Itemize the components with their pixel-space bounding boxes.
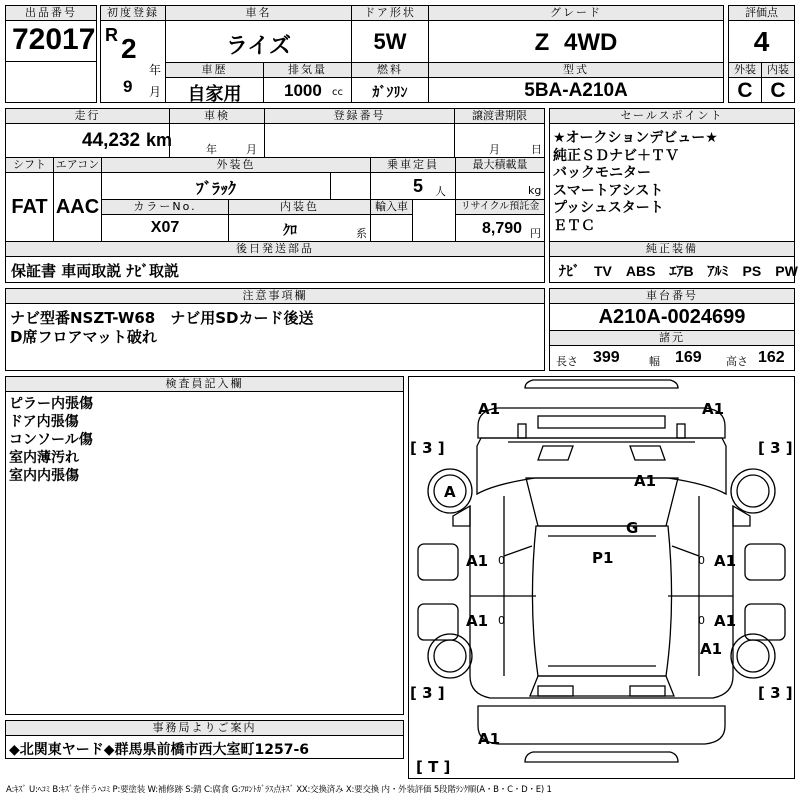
inspector-cell — [5, 391, 404, 715]
tire-mark-left-rear: 0 — [498, 614, 505, 627]
overall-score: 4 — [753, 26, 770, 57]
height: 162 — [758, 349, 785, 366]
shift-header: シフト — [5, 157, 54, 173]
score-header: 評価点 — [728, 5, 795, 21]
mileage-cell — [5, 123, 173, 158]
sales-point-6: ＥＴＣ — [553, 217, 595, 234]
max-load-header: 最大積載量 — [455, 157, 545, 173]
first-registration-header: 初度登録 — [100, 5, 166, 21]
mark-right-front-door: A1 — [714, 552, 737, 570]
transfer-day-unit: 日 — [531, 143, 542, 156]
displacement-cell — [263, 77, 352, 103]
chassis-number: A210A-0024699 — [598, 306, 746, 328]
exterior-cell — [728, 77, 762, 103]
recycle-fee: 8,790 — [482, 220, 523, 237]
interior-header: 内装 — [761, 62, 795, 78]
recycle-fee-unit: 円 — [530, 227, 541, 240]
mark-front-left-corner: A1 — [478, 400, 501, 418]
interior-color: ｸﾛ — [283, 223, 297, 239]
max-load-unit: kg — [528, 184, 542, 197]
sales-point-5: プッシュスタート — [553, 200, 664, 216]
tire-mark-right-front: 0 — [698, 554, 705, 567]
mark-front-right-tire: [ 3 ] — [758, 439, 793, 457]
reg-month: 9 — [123, 77, 133, 96]
capacity-header: 乗車定員 — [370, 157, 456, 173]
aircon-cell — [53, 172, 102, 242]
chassis-number-header: 車台番号 — [549, 288, 795, 304]
transfer-deadline-header: 譲渡書期限 — [454, 108, 545, 124]
transfer-deadline-cell — [454, 123, 545, 158]
length-label: 長さ — [556, 355, 578, 368]
interior-color-unit: 系 — [356, 227, 367, 240]
reg-year: 2 — [121, 33, 137, 64]
import-cell — [370, 214, 413, 242]
color-number-header: カラーNo. — [101, 199, 229, 215]
notes-header: 注意事項欄 — [5, 288, 545, 304]
sales-point-1: ★オークションデビュー★ — [553, 130, 718, 146]
sales-point-2: 純正ＳＤナビ＋ＴＶ — [553, 147, 679, 164]
length: 399 — [593, 349, 620, 366]
model-cell — [165, 20, 352, 63]
shift-cell — [5, 172, 54, 242]
aircon: AAC — [55, 196, 100, 218]
office-text: ◆北関東ヤード◆群馬県前橋市西大室町1257-6 — [9, 742, 310, 758]
office-header: 事務局よりご案内 — [5, 720, 404, 736]
grade: Z 4WD — [534, 29, 618, 56]
mileage: 44,232 — [82, 130, 141, 151]
recycle-fee-header: リサイクル預託金 — [455, 199, 545, 215]
capacity-cell — [370, 172, 456, 200]
mark-front-left-wheel: A — [444, 483, 456, 501]
width: 169 — [675, 349, 702, 366]
later-shipping-items: 保証書 車両取説 ﾅﾋﾞ取説 — [11, 262, 179, 280]
import-extra-cell — [412, 199, 456, 242]
displacement: 1000 — [284, 81, 322, 100]
sales-points-header: セールスポイント — [549, 108, 795, 124]
width-label: 幅 — [649, 355, 660, 368]
inspection-header: 車検 — [169, 108, 265, 124]
inspector-header: 検査員記入欄 — [5, 376, 404, 392]
era: R — [105, 25, 118, 45]
mark-right-rear-door: A1 — [714, 612, 737, 630]
tire-mark-right-rear: 0 — [698, 614, 705, 627]
type-cell — [428, 77, 724, 103]
model-name: ライズ — [225, 34, 292, 59]
exterior-color-header: 外装色 — [101, 157, 371, 173]
mark-windshield: G — [626, 519, 639, 537]
mark-front-right-corner: A1 — [702, 400, 725, 418]
model-type: 5BA-A210A — [524, 80, 628, 101]
inspection-month-unit: 月 — [246, 143, 257, 156]
notes-cell — [5, 303, 545, 371]
registration-number-header: 登録番号 — [264, 108, 455, 124]
exterior-color-extra-cell — [330, 172, 371, 200]
grade-header: グレード — [428, 5, 724, 21]
mark-rear-left-tire: [ 3 ] — [410, 684, 445, 702]
mark-roof: P1 — [592, 549, 614, 567]
mark-trunk: [ T ] — [416, 758, 451, 776]
exterior-header: 外装 — [728, 62, 762, 78]
exterior-color: ﾌﾞﾗｯｸ — [195, 179, 236, 198]
aircon-header: エアコン — [53, 157, 102, 173]
specs-header: 諸元 — [549, 330, 795, 346]
interior-score: C — [770, 79, 786, 102]
sales-point-4: スマートアシスト — [553, 182, 664, 199]
mark-rear-bumper: A1 — [478, 730, 501, 748]
transfer-month-unit: 月 — [489, 143, 500, 156]
history-header: 車歴 — [165, 62, 264, 78]
fuel-header: 燃料 — [351, 62, 429, 78]
specs-cell — [549, 345, 795, 371]
capacity: 5 — [413, 176, 424, 196]
notes-text: ナビ型番NSZT-W68 ナビ用SDカード後送 D席フロアマット破れ — [10, 309, 314, 346]
model-header: 車名 — [165, 5, 352, 21]
interior-cell — [761, 77, 795, 103]
import-header: 輸入車 — [370, 199, 413, 215]
mileage-header: 走行 — [5, 108, 170, 124]
inspector-text: ピラー内張傷 ドア内張傷 コンソール傷 室内薄汚れ 室内内張傷 — [9, 396, 93, 484]
door-type: 5W — [373, 29, 407, 54]
lot-number-cell — [5, 20, 97, 62]
sales-point-3: バックモニター — [553, 165, 651, 181]
later-shipping-cell — [5, 256, 545, 283]
standard-equipment: ﾅﾋﾞ TV ABS ｴｱB ｱﾙﾐ PS PW — [559, 263, 798, 279]
car-diagram — [408, 376, 795, 779]
type-header: 型式 — [428, 62, 724, 78]
mark-rear-right-tire: [ 3 ] — [758, 684, 793, 702]
interior-color-header: 内装色 — [228, 199, 371, 215]
chassis-number-cell — [549, 303, 795, 331]
history-cell — [165, 77, 264, 103]
registration-number-cell — [264, 123, 455, 158]
lot-spacer-cell — [5, 61, 97, 103]
reg-month-unit: 月 — [149, 85, 162, 99]
displacement-unit: cc — [332, 87, 343, 98]
legend-text: A:ｷｽﾞ U:ﾍｺﾐ B:ｷｽﾞを伴うﾍｺﾐ P:要塗装 W:補修跡 S:錆 C:腐食 G:ﾌﾛﾝﾄｶﾞﾗｽ点ｷｽﾞ XX:交換済み X:要交換 内・外装評価 5段階ﾗﾝｸ順(A・B・C・D・E) 1 — [6, 785, 552, 795]
sales-points-cell — [549, 123, 795, 242]
mark-hood: A1 — [634, 472, 657, 490]
grade-cell — [428, 20, 724, 63]
door-header: ドア形状 — [351, 5, 429, 21]
later-shipping-header: 後日発送部品 — [5, 241, 545, 257]
mark-left-rear-door: A1 — [466, 612, 489, 630]
color-number-cell — [101, 214, 229, 242]
first-registration-cell — [100, 20, 166, 103]
door-cell — [351, 20, 429, 63]
standard-equipment-header: 純正装備 — [549, 241, 795, 257]
exterior-score: C — [737, 79, 753, 102]
fuel: ｶﾞｿﾘﾝ — [372, 85, 408, 101]
lot-number-header: 出品番号 — [5, 5, 97, 21]
displacement-header: 排気量 — [263, 62, 352, 78]
lot-number: 72017 — [12, 23, 96, 56]
tire-mark-left-front: 0 — [498, 554, 505, 567]
mark-right-rear-fender: A1 — [700, 640, 723, 658]
shift: FAT — [11, 196, 48, 218]
standard-equipment-cell — [549, 256, 798, 283]
mark-left-front-door: A1 — [466, 552, 489, 570]
inspection-year-unit: 年 — [206, 143, 217, 156]
recycle-fee-cell — [455, 214, 545, 242]
score-cell — [728, 20, 795, 63]
capacity-unit: 人 — [435, 185, 446, 198]
mileage-unit: km — [146, 130, 173, 150]
mark-front-left-tire: [ 3 ] — [410, 439, 445, 457]
max-load-cell — [455, 172, 545, 200]
reg-year-unit: 年 — [149, 63, 162, 77]
office-cell — [5, 735, 404, 759]
inspection-cell — [169, 123, 265, 158]
height-label: 高さ — [726, 355, 748, 368]
fuel-cell — [351, 77, 429, 103]
color-number: X07 — [150, 219, 180, 236]
interior-color-cell — [228, 214, 371, 242]
history: 自家用 — [187, 84, 242, 105]
exterior-color-cell — [101, 172, 331, 200]
